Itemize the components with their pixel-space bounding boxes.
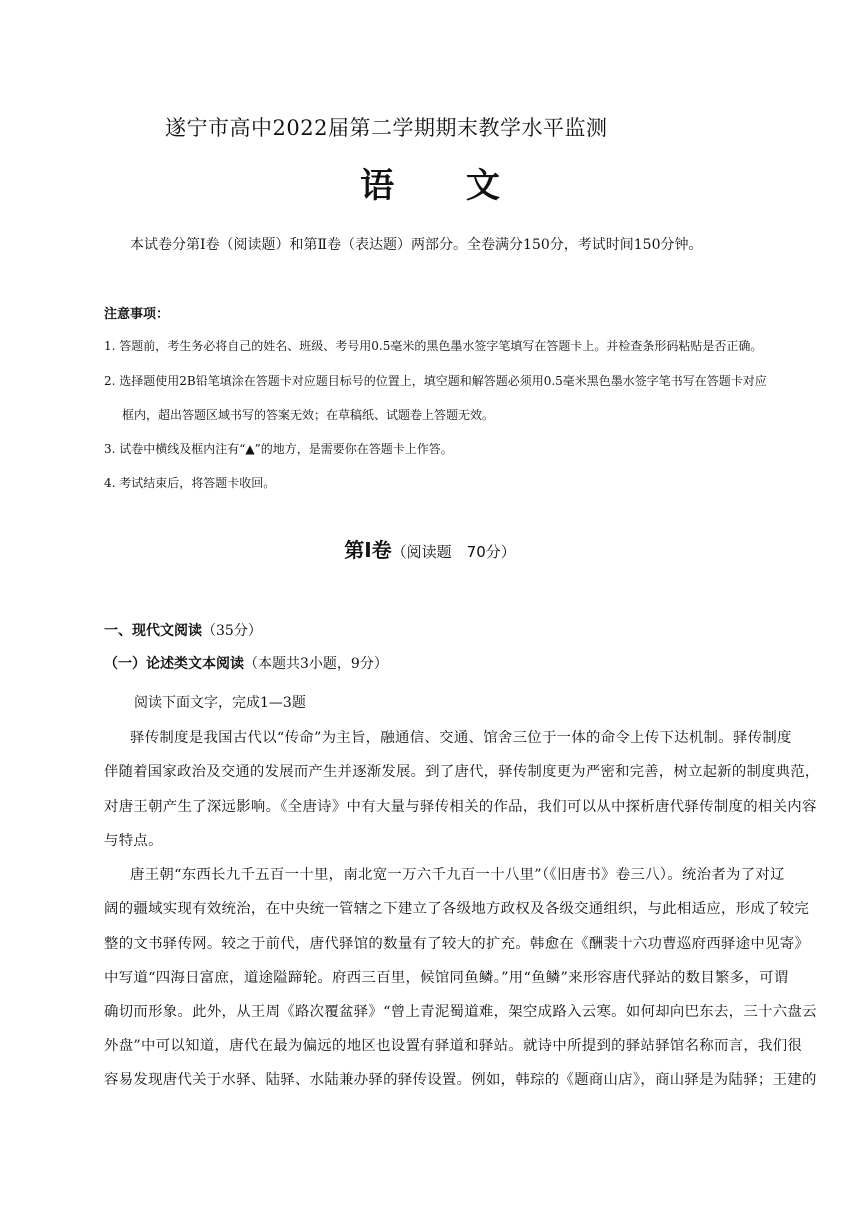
passage-line: 阔的疆域实现有效统治，在中央统一管辖之下建立了各级地方政权及各级交通组织，与此相适应，形成了较完 (104, 901, 810, 917)
reading-instruction: 阅读下面文字，完成1—3题 (134, 695, 306, 711)
subsection-detail: （本题共3小题，9分） (244, 656, 388, 672)
exam-title: 遂宁市高中2022届第二学期期末教学水平监测 (165, 116, 608, 140)
passage-line: 对唐王朝产生了深远影响。《全唐诗》中有大量与驿传相关的作品，我们可以从中探析唐代驿传制度的相关内容 (104, 799, 817, 815)
notice-item: 1. 答题前，考生务必将自己的姓名、班级、考号用0.5毫米的黑色墨水签字笔填写在答题卡上。并检查条形码粘贴是否正确。 (104, 339, 763, 353)
passage-line: 驿传制度是我国古代以“传命”为主旨，融通信、交通、馆舍三位于一体的命令上传下达机制。驿传制度 (130, 730, 792, 746)
section-score: （35分） (202, 623, 262, 639)
exam-intro: 本试卷分第Ⅰ卷（阅读题）和第Ⅱ卷（表达题）两部分。全卷满分150分，考试时间150分钟。 (130, 237, 703, 253)
passage-line: 外盘”中可以知道，唐代在最为偏远的地区也设置有驿道和驿站。就诗中所提到的驿站驿馆名称而言，我们很 (104, 1038, 803, 1054)
passage-line: 伴随着国家政治及交通的发展而产生并逐渐发展。到了唐代，驿传制度更为严密和完善，树立起新的制度典范， (104, 764, 820, 780)
passage-line: 整的文书驿传网。较之于前代，唐代驿馆的数量有了较大的扩充。韩愈在《酬裴十六功曹巡府西驿途中见寄》 (104, 936, 810, 952)
section-heading (104, 620, 262, 640)
passage-line: 容易发现唐代关于水驿、陆驿、水陆兼办驿的驿传设置。例如，韩琮的《题商山店》，商山驿是为陆驿；王建的 (104, 1072, 817, 1088)
notice-item: 2. 选择题使用2B铅笔填涂在答题卡对应题目标号的位置上，填空题和解答题必须用0.5毫米黑色墨水签字笔书写在答题卡对应 (104, 374, 767, 388)
part-title-sub: （阅读题 70分） (391, 543, 516, 561)
passage-line: 唐王朝“东西长九千五百一十里，南北宽一万六千九百一十八里”（《旧唐书》卷三八）。统治者为了对辽 (130, 867, 785, 883)
subject-title: 语 文 (360, 166, 530, 206)
passage-line: 确切而形象。此外，从王周《路次覆盆驿》“曾上青泥蜀道难，架空成路入云寒。如何却向巴东去，三十六盘云 (104, 1004, 817, 1020)
notice-item: 3. 试卷中横线及框内注有“▲”的地方，是需要你在答题卡上作答。 (104, 442, 453, 456)
part-title (0, 534, 860, 563)
passage-line: 与特点。 (104, 833, 163, 849)
section-label: 一、现代文阅读 (104, 623, 202, 639)
notice-item: 框内，超出答题区域书写的答案无效；在草稿纸、试题卷上答题无效。 (122, 408, 495, 422)
notice-heading: 注意事项： (104, 307, 170, 322)
passage-line: 中写道“四海日富庶，道途隘蹄轮。府西三百里，候馆同鱼鳞。”用“鱼鳞”来形容唐代驿站的数目繁多，可谓 (104, 970, 789, 986)
subsection-heading (104, 653, 388, 673)
notice-item: 4. 考试结束后，将答题卡收回。 (104, 476, 276, 490)
part-title-main: 第Ⅰ卷 (344, 538, 392, 562)
subsection-label: （一）论述类文本阅读 (104, 656, 244, 672)
